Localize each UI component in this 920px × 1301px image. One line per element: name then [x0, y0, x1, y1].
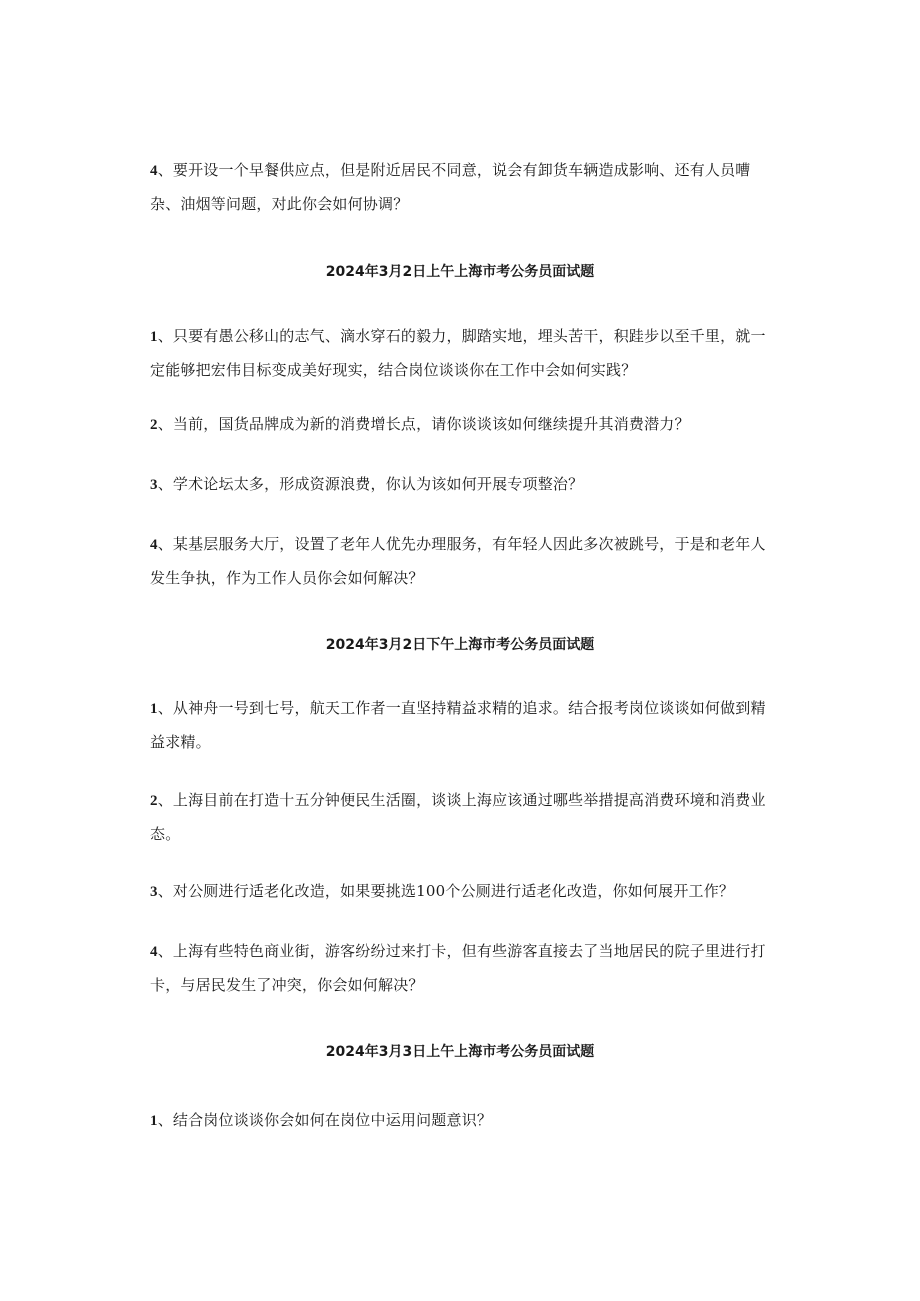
question-item — [150, 935, 770, 1002]
question-number: 4 — [150, 944, 158, 960]
question-item — [150, 320, 770, 387]
question-text: 、从神舟一号到七号，航天工作者一直坚持精益求精的追求。结合报考岗位谈谈如何做到精益求精。 — [150, 699, 766, 751]
section-heading: 2024年3月2日上午上海市考公务员面试题 — [325, 264, 595, 280]
section-heading: 2024年3月2日下午上海市考公务员面试题 — [325, 637, 595, 653]
question-text: 、上海目前在打造十五分钟便民生活圈，谈谈上海应该通过哪些举措提高消费环境和消费业态。 — [150, 791, 766, 843]
question-item — [150, 408, 770, 442]
question-number: 3 — [150, 477, 158, 493]
question-text: 、学术论坛太多，形成资源浪费，你认为该如何开展专项整治？ — [157, 475, 584, 493]
question-number: 2 — [150, 793, 158, 809]
question-text: 、某基层服务大厅，设置了老年人优先办理服务，有年轻人因此多次被跳号，于是和老年人发生争执，作为工作人员你会如何解决？ — [150, 535, 766, 587]
question-number: 1 — [150, 701, 158, 717]
question-number: 4 — [150, 163, 158, 179]
question-number: 1 — [150, 1113, 158, 1129]
question-item — [150, 468, 770, 502]
question-text: 、对公厕进行适老化改造，如果要挑选100个公厕进行适老化改造，你如何展开工作？ — [157, 882, 735, 900]
question-text: 、只要有愚公移山的志气、滴水穿石的毅力，脚踏实地，埋头苦干，积跬步以至千里，就一定能够把宏伟目标变成美好现实，结合岗位谈谈你在工作中会如何实践？ — [150, 327, 766, 379]
question-text: 、要开设一个早餐供应点，但是附近居民不同意，说会有卸货车辆造成影响、还有人员嘈杂、油烟等问题，对此你会如何协调？ — [150, 161, 751, 213]
question-number: 1 — [150, 329, 158, 345]
section-heading: 2024年3月3日上午上海市考公务员面试题 — [325, 1044, 595, 1060]
question-text: 、结合岗位谈谈你会如何在岗位中运用问题意识？ — [157, 1111, 493, 1129]
question-text: 、当前，国货品牌成为新的消费增长点，请你谈谈该如何继续提升其消费潜力？ — [157, 415, 690, 433]
question-number: 4 — [150, 537, 158, 553]
question-number: 3 — [150, 884, 158, 900]
question-item — [150, 692, 770, 759]
question-item — [150, 154, 770, 221]
question-item — [150, 1104, 770, 1138]
question-item — [150, 528, 770, 595]
question-text: 、上海有些特色商业街，游客纷纷过来打卡，但有些游客直接去了当地居民的院子里进行打卡，与居民发生了冲突，你会如何解决？ — [150, 942, 766, 994]
question-number: 2 — [150, 417, 158, 433]
question-item — [150, 875, 770, 909]
question-item — [150, 784, 770, 851]
